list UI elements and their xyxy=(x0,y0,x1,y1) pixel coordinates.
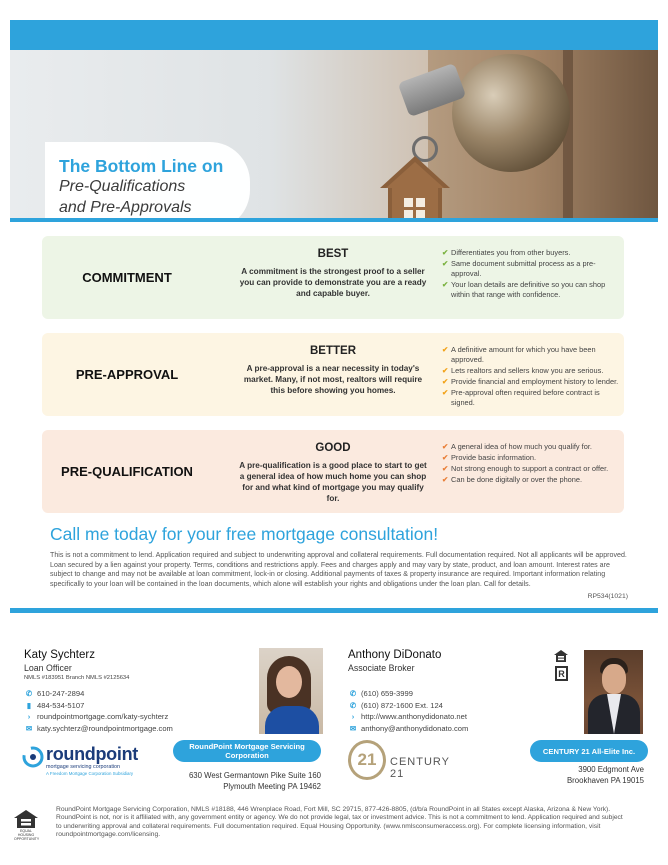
mail-icon: ✉ xyxy=(25,723,33,733)
check-icon: ✔ xyxy=(442,475,449,484)
tier-rank: BETTER xyxy=(310,345,356,357)
hero-image xyxy=(10,50,658,218)
phone-number[interactable]: ✆ 610-247-2894 xyxy=(25,689,85,698)
list-item: ✔ Provide basic information. xyxy=(442,453,537,462)
hero-title: The Bottom Line on xyxy=(59,156,224,176)
tier-commitment xyxy=(42,236,624,319)
phone-number[interactable]: ✆ (610) 659-3999 xyxy=(349,689,413,698)
tier-rank: BEST xyxy=(317,248,349,260)
list-item: ✔ A definitive amount for which you have been approved. xyxy=(442,345,596,364)
tier-pre-qualification xyxy=(42,430,624,513)
tier-description: A commitment is the strongest proof to a seller you can provide to demonstrate you are a ready and capable buyer. xyxy=(239,267,427,298)
tier-name: PRE-APPROVAL xyxy=(75,367,179,382)
agent-photo xyxy=(259,648,323,734)
agent-title: Loan Officer xyxy=(24,663,72,673)
company-address: 630 West Germantown Pike Suite 160 Plymouth Meeting PA 19462 xyxy=(188,771,321,791)
list-item: ✔ Differentiates you from other buyers. xyxy=(442,248,571,257)
company-badge: RoundPoint Mortgage Servicing Corporation xyxy=(173,740,321,762)
top-banner-bar xyxy=(10,20,658,50)
phone-icon: ✆ xyxy=(349,689,357,698)
check-icon: ✔ xyxy=(442,280,449,289)
house-keychain-icon xyxy=(378,152,452,218)
equal-housing-logo: EQUAL HOUSING OPPORTUNITY xyxy=(14,810,38,838)
check-icon: ✔ xyxy=(442,388,449,397)
tier-description: A pre-qualification is a good place to start to get a general idea of how much home you can shop for and what kind of mortgage you may qualify for. xyxy=(239,461,427,503)
list-item: ✔ Provide financial and employment history to lender. xyxy=(442,377,619,386)
email-link[interactable]: ✉ katy.sychterz@roundpointmortgage.com xyxy=(25,723,173,733)
door-knob xyxy=(452,54,570,172)
check-icon: ✔ xyxy=(442,377,449,386)
website-link[interactable]: › http://www.anthonydidonato.net xyxy=(348,711,468,723)
list-item: ✔ Pre-approval often required before contract is signed. xyxy=(442,388,600,407)
chevron-right-icon: › xyxy=(27,712,31,722)
phone-number[interactable]: ✆ (610) 872-1600 Ext. 124 xyxy=(349,700,443,710)
list-item: ✔ Can be done digitally or over the phone. xyxy=(442,475,583,484)
equal-housing-icon xyxy=(14,810,38,828)
website-link[interactable]: › roundpointmortgage.com/katy-sychterz xyxy=(24,711,173,723)
roundpoint-logo: roundpoint mortgage servicing corporation A Freedom Mortgage Corporation Subsidiary xyxy=(22,744,152,778)
call-to-action: Call me today for your free mortgage consultation! xyxy=(50,524,439,544)
tier-bullets xyxy=(442,248,622,301)
footer-legal-text: RoundPoint Mortgage Servicing Corporation, NMLS #18188, 446 Wrenplace Road, Fort Mill, SC 29715, 877-426-8805, (d/b/a RoundPoint in all States except Alaska, Arizona & New York). RoundPoint is not, nor is it affiliated with, any government entity or agency. We do not provide legal, tax or investment advice. This is not a commitment to lend. Application required and subject to underwriting approval and collateral requirements. Full documentation required. Equal Housing Opportunity. (www.nmlsconsumeraccess.org). For complete licensing information, visit roundpointmortgage.com/licensing. xyxy=(56,806,623,838)
tier-bullets xyxy=(442,442,622,486)
chevron-right-icon: › xyxy=(351,712,355,722)
document-code: RP534(1021) xyxy=(587,593,628,600)
check-icon: ✔ xyxy=(442,453,449,462)
agent-nmls: NMLS #183951 Branch NMLS #2125634 xyxy=(24,675,130,681)
tier-rank: GOOD xyxy=(315,442,351,454)
list-item: ✔ Not strong enough to support a contract or offer. xyxy=(442,464,609,473)
mail-icon: ✉ xyxy=(349,723,357,733)
tier-name: PRE-QUALIFICATION xyxy=(61,464,193,479)
divider xyxy=(10,608,658,613)
agent-contacts xyxy=(24,688,173,734)
company-address: 3900 Edgmont Ave Brookhaven PA 19015 xyxy=(566,765,644,785)
agent-title: Associate Broker xyxy=(348,663,415,673)
check-icon: ✔ xyxy=(442,464,449,473)
mobile-icon: ▮ xyxy=(26,700,32,710)
email-link[interactable]: ✉ anthony@anthonydidonato.com xyxy=(349,723,469,733)
check-icon: ✔ xyxy=(442,259,449,268)
roundpoint-mark-icon xyxy=(22,746,44,768)
list-item: ✔ A general idea of how much you qualify for. xyxy=(442,442,592,451)
check-icon: ✔ xyxy=(442,366,449,375)
agent-contacts xyxy=(348,688,468,734)
tier-pre-approval xyxy=(42,333,624,416)
tier-name: COMMITMENT xyxy=(82,270,172,285)
list-item: ✔ Your loan details are definitive so you can shop within that range with confidence. xyxy=(442,280,606,299)
tier-bullets xyxy=(442,345,622,409)
realtor-icon: R xyxy=(555,666,568,681)
divider xyxy=(10,218,658,222)
century21-logo: 21 CENTURY 21 xyxy=(348,740,468,784)
agent-name: Anthony DiDonato xyxy=(348,649,442,661)
hero-subtitle-line2: and Pre-Approvals xyxy=(59,199,192,216)
check-icon: ✔ xyxy=(442,442,449,451)
hero-subtitle-line1: Pre-Qualifications xyxy=(59,178,186,195)
phone-icon: ✆ xyxy=(349,700,357,710)
equal-housing-icon xyxy=(554,650,568,662)
list-item: ✔ Lets realtors and sellers know you are serious. xyxy=(442,366,604,375)
hero-title-card xyxy=(45,142,250,218)
tier-description: A pre-approval is a near necessity in today's market. Many, if not most, realtors will require this before showing you homes. xyxy=(243,364,423,395)
disclaimer-text: This is not a commitment to lend. Application required and subject to underwriting approval and collateral requirements. Full documentation required. Not all applicants will be approved. Loan secured by a lien against your property. Terms, conditions and restrictions apply. Fees and charges apply and may vary by state, product, and loan amount. Interest rates are subject to change and may not be available at loan commitment, lock-in or closing. Additional payments of taxes & property insurance are required. Important information relating specifically to your loan will be contained in the loan documents, which alone will establish your rights and obligations under the loan plan. Call for details. xyxy=(50,551,627,588)
agent-name: Katy Sychterz xyxy=(24,649,95,661)
check-icon: ✔ xyxy=(442,248,449,257)
company-badge: CENTURY 21 All-Elite Inc. xyxy=(530,740,648,762)
mobile-number[interactable]: ▮ 484-534-5107 xyxy=(24,700,173,712)
list-item: ✔ Same document submittal process as a pre-approval. xyxy=(442,259,596,278)
agent-photo xyxy=(584,650,643,734)
phone-icon: ✆ xyxy=(25,689,33,698)
check-icon: ✔ xyxy=(442,345,449,354)
